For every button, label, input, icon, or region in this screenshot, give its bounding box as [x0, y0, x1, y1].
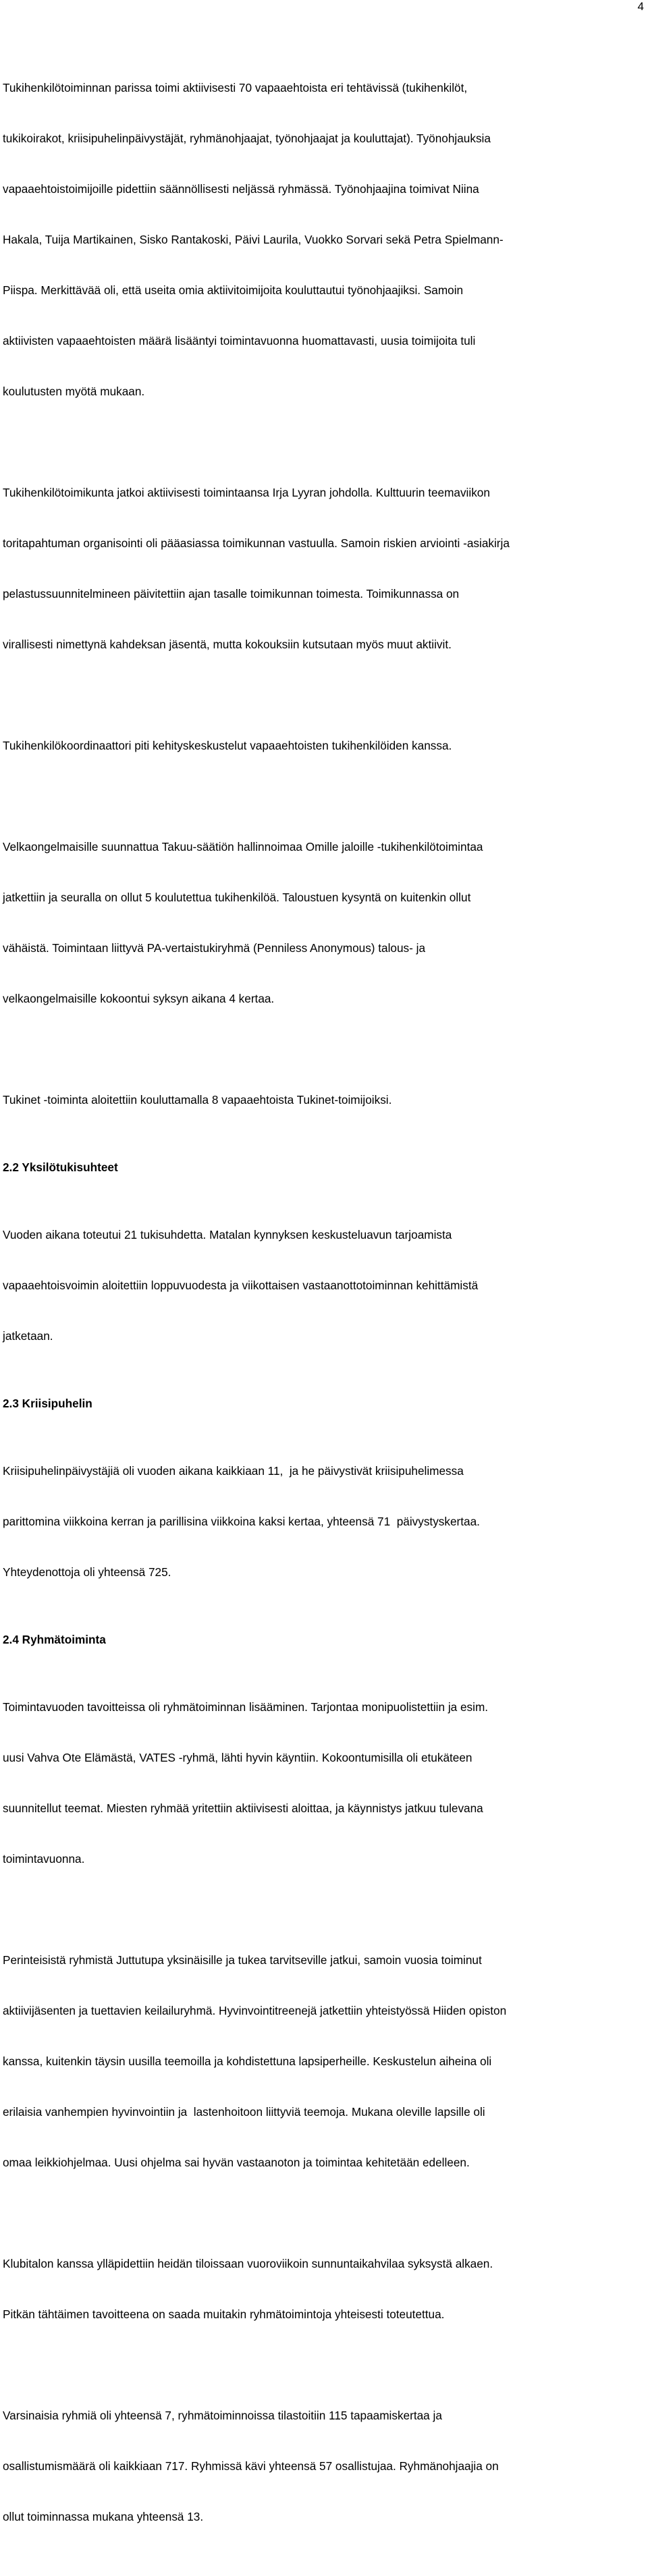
paragraph-tukinet — [3, 1058, 644, 1142]
paragraph-group-statistics — [3, 2374, 644, 2559]
text-line: Tukihenkilötoimikunta jatkoi aktiivisesti toimintaansa Irja Lyyran johdolla. Kulttuurin teemaviikon — [3, 486, 490, 499]
paragraph-committee — [3, 451, 644, 687]
text-line: Vuoden aikana toteutui 21 tukisuhdetta. Matalan kynnyksen keskusteluavun tarjoamista — [3, 1228, 452, 1241]
text-line: vähäistä. Toimintaan liittyvä PA-vertaistukiryhmä (Penniless Anonymous) talous- ja — [3, 941, 426, 955]
paragraph-group-goals — [3, 1665, 644, 1901]
text-line: toimintavuonna. — [3, 1852, 85, 1866]
paragraph-debt-support — [3, 805, 644, 1041]
text-line: Piispa. Merkittävää oli, että useita omia aktiivitoimijoita kouluttautui työnohjaajiksi. Samoin — [3, 283, 464, 297]
text-line: vapaaehtoistoimijoille pidettiin säännöllisesti neljässä ryhmässä. Työnohjaajina toimivat Niina — [3, 182, 479, 196]
text-line: Toimintavuoden tavoitteissa oli ryhmätoiminnan lisääminen. Tarjontaa monipuolistettiin ja esim. — [3, 1700, 489, 1714]
text-line: velkaongelmaisille kokoontui syksyn aikana 4 kertaa. — [3, 992, 275, 1005]
text-line: vapaaehtoisvoimin aloitettiin loppuvuodesta ja viikottaisen vastaanottotoiminnan kehittämistä — [3, 1279, 479, 1292]
text-line: Velkaongelmaisille suunnattua Takuu-säätiön hallinnoimaa Omille jaloille -tukihenkilötoimintaa — [3, 840, 483, 853]
paragraph-coordinator — [3, 704, 644, 788]
page-number: 4 — [637, 0, 644, 13]
text-line: omaa leikkiohjelmaa. Uusi ohjelma sai hyvän vastaanoton ja toimintaa kehitetään edelleen. — [3, 2156, 470, 2169]
text-line: suunnitellut teemat. Miesten ryhmää yritettiin aktiivisesti aloittaa, ja käynnistys jatkuu tulevana — [3, 1801, 483, 1815]
text-line: Pitkän tähtäimen tavoitteena on saada muitakin ryhmätoimintoja yhteisesti toteutettua. — [3, 2307, 445, 2321]
text-line: kanssa, kuitenkin täysin uusilla teemoilla ja kohdistettuna lapsiperheille. Keskustelun aiheina oli — [3, 2054, 492, 2068]
text-line: toritapahtuman organisointi oli pääasiassa toimikunnan vastuulla. Samoin riskien arviointi -asiakirja — [3, 536, 510, 550]
text-line: koulutusten myötä mukaan. — [3, 385, 145, 398]
section-heading-individual-support: 2.2 Yksilötukisuhteet — [3, 1160, 118, 1174]
text-line: pelastussuunnitelmineen päivitettiin ajan tasalle toimikunnan toimesta. Toimikunnassa on — [3, 587, 460, 600]
text-line: erilaisia vanhempien hyvinvointiin ja lastenhoitoon liittyviä teemoja. Mukana oleville lapsille oli — [3, 2105, 485, 2119]
paragraph-volunteers — [3, 46, 644, 434]
text-line: jatketaan. — [3, 1329, 53, 1343]
text-line: Klubitalon kanssa ylläpidettiin heidän tiloissaan vuoroviikoin sunnuntaikahvilaa syksystä alkaen. — [3, 2257, 493, 2270]
text-line: Tukihenkilökoordinaattori piti kehityskeskustelut vapaaehtoisten tukihenkilöiden kanssa. — [3, 739, 452, 752]
text-line: tukikoirakot, kriisipuhelinpäivystäjät, ryhmänohjaajat, työnohjaajat ja kouluttajat). Työnohjauksia — [3, 132, 491, 145]
section-heading-crisis-phone: 2.3 Kriisipuhelin — [3, 1397, 92, 1410]
section-heading-group-activity: 2.4 Ryhmätoiminta — [3, 1633, 106, 1646]
text-line: jatkettiin ja seuralla on ollut 5 koulutettua tukihenkilöä. Taloustuen kysyntä on kuitenkin ollut — [3, 891, 471, 904]
paragraph-traditional-groups — [3, 1918, 644, 2205]
text-line: osallistumismäärä oli kaikkiaan 717. Ryhmissä kävi yhteensä 57 osallistujaa. Ryhmänohjaajia on — [3, 2459, 499, 2473]
paragraph-clubhouse — [3, 2222, 644, 2357]
text-line: Varsinaisia ryhmiä oli yhteensä 7, ryhmätoiminnoissa tilastoitiin 115 tapaamiskertaa ja — [3, 2409, 442, 2422]
document-body — [3, 46, 644, 2576]
paragraph-crisis-phone — [3, 1429, 644, 1615]
text-line: Yhteydenottoja oli yhteensä 725. — [3, 1565, 171, 1579]
text-line: Tukihenkilötoiminnan parissa toimi aktiivisesti 70 vapaaehtoista eri tehtävissä (tukihenkilöt, — [3, 81, 468, 94]
text-line: uusi Vahva Ote Elämästä, VATES -ryhmä, lähti hyvin käyntiin. Kokoontumisilla oli etukäteen — [3, 1751, 473, 1764]
text-line: aktiivijäsenten ja tuettavien keilailuryhmä. Hyvinvointitreenejä jatkettiin yhteistyössä Hiiden opiston — [3, 2004, 507, 2017]
text-line: Perinteisistä ryhmistä Juttutupa yksinäisille ja tukea tarvitseville jatkui, samoin vuosia toiminut — [3, 1953, 482, 1967]
text-line: ollut toiminnassa mukana yhteensä 13. — [3, 2510, 204, 2523]
text-line: parittomina viikkoina kerran ja parillisina viikkoina kaksi kertaa, yhteensä 71 päivystyskertaa. — [3, 1515, 480, 1528]
text-line: virallisesti nimettynä kahdeksan jäsentä, mutta kokouksiin kutsutaan myös muut aktiivit. — [3, 638, 452, 651]
text-line: Kriisipuhelinpäivystäjiä oli vuoden aikana kaikkiaan 11, ja he päivystivät kriisipuhelimessa — [3, 1464, 464, 1478]
text-line: Hakala, Tuija Martikainen, Sisko Rantakoski, Päivi Laurila, Vuokko Sorvari sekä Petra Spielmann- — [3, 233, 504, 246]
paragraph-individual-support — [3, 1193, 644, 1378]
text-line: aktiivisten vapaaehtoisten määrä lisääntyi toimintavuonna huomattavasti, uusia toimijoita tuli — [3, 334, 476, 347]
text-line: Tukinet -toiminta aloitettiin kouluttamalla 8 vapaaehtoista Tukinet-toimijoiksi. — [3, 1093, 392, 1107]
